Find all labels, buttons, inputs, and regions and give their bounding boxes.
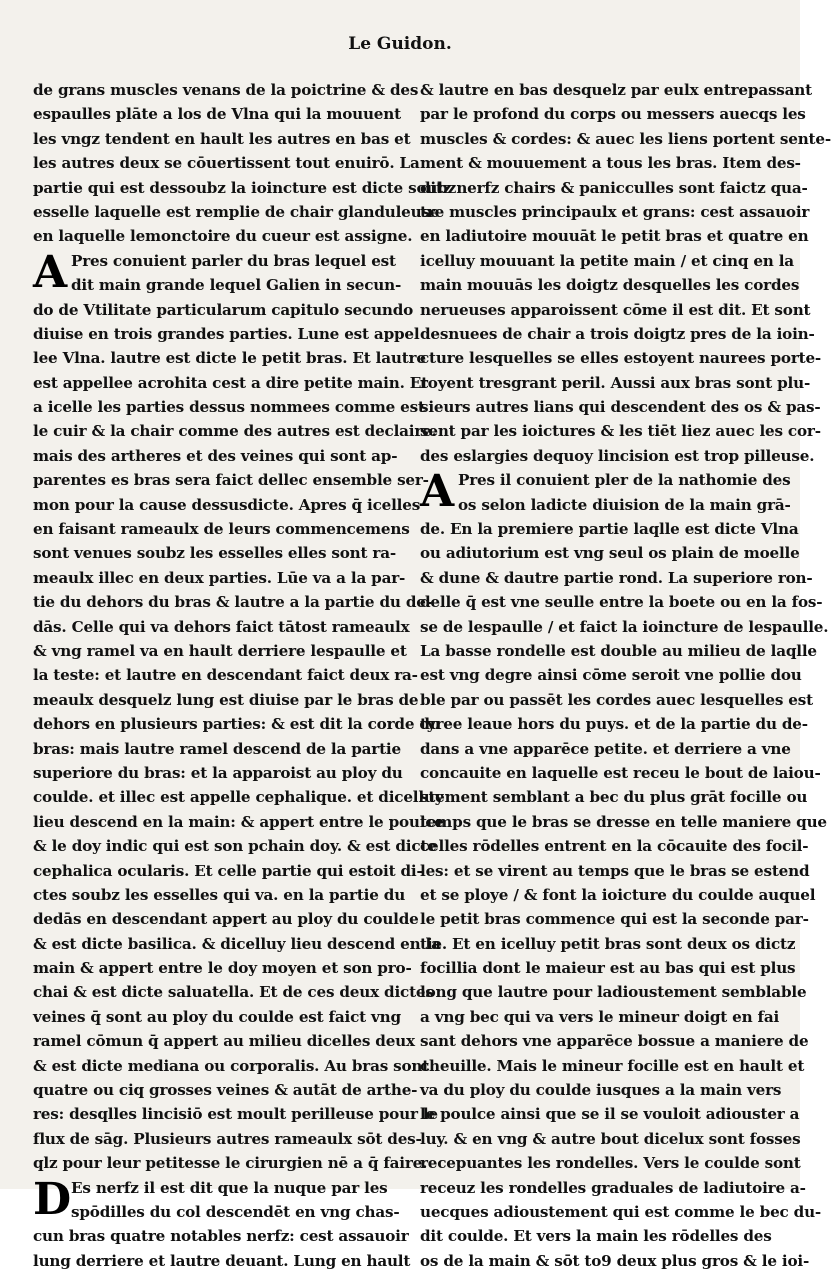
text-line: est vng degre ainsi cōme seroit vne pollie dou <box>420 666 802 685</box>
right-column <box>420 78 831 1270</box>
text-line: le cuir & la chair comme des autres est declaire. <box>33 422 437 441</box>
text-line: celles rōdelles entrent en la cōcauite des focil- <box>420 837 809 856</box>
text-line: meaulx desquelz lung est diuise par le bras de <box>33 690 419 709</box>
text-line: icelluy mouuant la petite main / et cinq en la <box>420 251 794 270</box>
text-line: spōdilles du col descendēt en vng chas- <box>71 1202 400 1221</box>
text-line: mais des artheres et des veines qui sont ap- <box>33 446 398 465</box>
text-line: a icelle les parties dessus nommees comme est <box>33 398 425 417</box>
text-line: lieu descend en la main: & appert entre le poulce <box>33 812 444 831</box>
text-line: os de la main & sōt to9 deux plus gros & le ioi- <box>420 1251 810 1270</box>
text-line: la teste: et lautre en descendant faict deux ra- <box>33 666 418 685</box>
text-line: sent par les ioictures & les tiēt liez auec les cor- <box>420 422 821 441</box>
text-line: et se ploye / & font la ioicture du coulde auquel <box>420 885 816 904</box>
text-line: tyree leaue hors du puys. et de la partie du de- <box>420 715 808 734</box>
text-line: res: desqlles lincisiō est moult perilleuse pour le <box>33 1105 438 1124</box>
text-line: en laquelle lemonctoire du cueur est assigne. <box>33 227 413 246</box>
text-line: Pres il conuient pler de la nathomie des <box>458 471 791 490</box>
text-line: muscles & cordes: & auec les liens portent sente- <box>420 129 831 148</box>
text-line: partie qui est dessoubz la ioincture est dicte soubz <box>33 178 457 197</box>
text-line: uecques adioustement qui est comme le bec du- <box>420 1202 822 1221</box>
text-line: & le doy indic qui est son pchain doy. & est dicte <box>33 837 437 856</box>
text-line: coulde. et illec est appelle cephalique. et dicelluy <box>33 788 444 807</box>
text-line: les vngz tendent en hault les autres en bas et <box>33 129 411 148</box>
text-line: cture lesquelles se elles estoyent naurees porte- <box>420 349 822 368</box>
text-line: Es nerfz il est dit que la nuque par les <box>71 1178 388 1197</box>
text-line: les: et se virent au temps que le bras se estend <box>420 861 810 880</box>
text-line: cheuille. Mais le mineur focille est en hault et <box>420 1056 805 1075</box>
right-paragraph-1 <box>420 78 831 468</box>
text-line: & vng ramel va en hault derriere lespaulle et <box>33 641 407 660</box>
text-line: nerueuses apparoissent cōme il est dit. Et sont <box>420 300 811 319</box>
text-line: desnuees de chair a trois doigtz pres de la ioin- <box>420 324 815 343</box>
text-line: de. En la premiere partie laqlle est dicte Vlna <box>420 520 799 539</box>
text-line: & dune & dautre partie rond. La superiore ron- <box>420 568 813 587</box>
text-line: os selon ladicte diuision de la main grā- <box>458 495 791 514</box>
text-line: les autres deux se cōuertissent tout enuirō. La <box>33 154 420 173</box>
text-line: long que lautre pour ladioustement semblable <box>420 983 807 1002</box>
text-line: superiore du bras: et la apparoist au ploy du <box>33 763 403 782</box>
text-line: dit coulde. Et vers la main les rōdelles des <box>420 1227 772 1246</box>
text-line: veines q̄ sont au ploy du coulde est faict vng <box>33 1007 401 1026</box>
left-paragraph-2 <box>33 246 444 1176</box>
text-line: dans a vne apparēce petite. et derriere a vne <box>420 739 791 758</box>
text-line: parentes es bras sera faict dellec ensemble ser- <box>33 471 429 490</box>
text-line: sieurs autres lians qui descendent des os & pas- <box>420 398 821 417</box>
text-line: tie du dehors du bras & lautre a la partie du de- <box>33 593 432 612</box>
text-line: lung derriere et lautre deuant. Lung en hault <box>33 1251 411 1270</box>
text-line: ctes soubz les esselles qui va. en la partie du <box>33 885 406 904</box>
text-line: le poulce ainsi que se il se vouloit adiouster a <box>420 1105 800 1124</box>
text-line: ment & mouuement a tous les bras. Item des- <box>420 154 801 173</box>
text-line: stement semblant a bec du plus grāt focille ou <box>420 788 808 807</box>
text-line: flux de sāg. Plusieurs autres rameaulx sōt des- <box>33 1129 422 1148</box>
text-line: Pres conuient parler du bras lequel est <box>71 251 396 270</box>
text-line: tre muscles principaulx et grans: cest assauoir <box>420 202 810 221</box>
text-line: cephalica ocularis. Et celle partie qui estoit di- <box>33 861 423 880</box>
left-column <box>33 78 457 1270</box>
text-line: sant dehors vne apparēce bossue a maniere de <box>420 1032 809 1051</box>
text-line: receuz les rondelles graduales de ladiutoire a- <box>420 1178 806 1197</box>
text-line: diuise en trois grandes parties. Lune est appel <box>33 324 420 343</box>
text-line: royent tresgrant peril. Aussi aux bras sont plu- <box>420 373 811 392</box>
text-line: dedās en descendant appert au ploy du coulde <box>33 910 419 929</box>
text-line: & est dicte basilica. & dicelluy lieu descend en la <box>33 934 441 953</box>
text-line: recepuantes les rondelles. Vers le coulde sont <box>420 1154 801 1173</box>
text-line: & lautre en bas desquelz par eulx entrepassant <box>420 81 812 99</box>
text-line: La basse rondelle est double au milieu de laqlle <box>420 641 817 660</box>
text-line: de grans muscles venans de la poictrine & des <box>33 81 419 99</box>
text-line: tie. Et en icelluy petit bras sont deux os dictz <box>420 934 796 953</box>
drop-cap-initial: A <box>33 246 68 298</box>
text-line: ble par ou passēt les cordes auec lesquelles est <box>420 690 813 709</box>
text-line: temps que le bras se dresse en telle maniere que <box>420 812 827 831</box>
text-line: lee Vlna. lautre est dicte le petit bras. Et lautre <box>33 349 426 368</box>
text-line: dehors en plusieurs parties: & est dit la corde du <box>33 715 441 734</box>
text-line: dās. Celle qui va dehors faict tātost rameaulx <box>33 617 410 636</box>
text-line: se de lespaulle / et faict la ioincture de lespaulle. <box>420 617 829 636</box>
text-line: ou adiutorium est vng seul os plain de moelle <box>420 544 800 563</box>
text-line: main mouuās les doigtz desquelles les cordes <box>420 276 800 295</box>
text-line: va du ploy du coulde iusques a la main vers <box>420 1081 782 1100</box>
text-line: en ladiutoire mouuāt le petit bras et quatre en <box>420 227 809 246</box>
text-line: do de Vtilitate particularum capitulo secundo <box>33 300 414 319</box>
left-paragraph-1 <box>33 78 457 249</box>
text-line: ditz nerfz chairs & panicculles sont faictz qua- <box>420 178 808 197</box>
text-line: & est dicte mediana ou corporalis. Au bras sont <box>33 1056 430 1075</box>
text-line: en faisant rameaulx de leurs commencemens <box>33 520 410 539</box>
text-line: a vng bec qui va vers le mineur doigt en fai <box>420 1007 780 1026</box>
text-line: mon pour la cause dessusdicte. Apres q̄ icelles <box>33 495 421 514</box>
text-line: cun bras quatre notables nerfz: cest assauoir <box>33 1227 409 1246</box>
text-line: meaulx illec en deux parties. Lūe va a la par- <box>33 568 406 587</box>
text-line: ramel cōmun q̄ appert au milieu dicelles deux <box>33 1032 415 1051</box>
drop-cap-initial: A <box>420 466 455 518</box>
text-line: est appellee acrohita cest a dire petite main. Et <box>33 373 428 392</box>
text-line: espaulles plāte a los de Vlna qui la mouuent <box>33 105 401 124</box>
drop-cap-initial: D <box>33 1173 72 1225</box>
text-line: focillia dont le maieur est au bas qui est plus <box>420 959 796 978</box>
text-line: qlz pour leur petitesse le cirurgien nē a q̄ faire. <box>33 1154 428 1173</box>
text-line: main & appert entre le doy moyen et son pro- <box>33 959 412 978</box>
text-line: chai & est dicte saluatella. Et de ces deux dictes <box>33 983 434 1002</box>
text-line: dit main grande lequel Galien in secun- <box>71 276 402 295</box>
text-line: bras: mais lautre ramel descend de la partie <box>33 739 401 758</box>
text-line: esselle laquelle est remplie de chair glanduleuse <box>33 202 440 221</box>
text-line: sont venues soubz les esselles elles sont ra- <box>33 544 396 563</box>
text-line: concauite en laquelle est receu le bout de laiou- <box>420 763 821 782</box>
text-line: quatre ou ciq grosses veines & autāt de arthe- <box>33 1081 418 1100</box>
text-line: le petit bras commence qui est la seconde par- <box>420 910 809 929</box>
text-line: par le profond du corps ou messers auecqs les <box>420 105 806 124</box>
text-line: des eslargies dequoy lincision est trop pilleuse. <box>420 446 815 465</box>
text-line: delle q̄ est vne seulle entre la boete ou en la fos- <box>420 593 823 612</box>
left-paragraph-3 <box>33 1173 411 1273</box>
text-line: luy. & en vng & autre bout dicelux sont fosses <box>420 1129 801 1148</box>
right-paragraph-2 <box>420 466 829 1273</box>
running-head: Le Guidon. <box>348 34 452 54</box>
